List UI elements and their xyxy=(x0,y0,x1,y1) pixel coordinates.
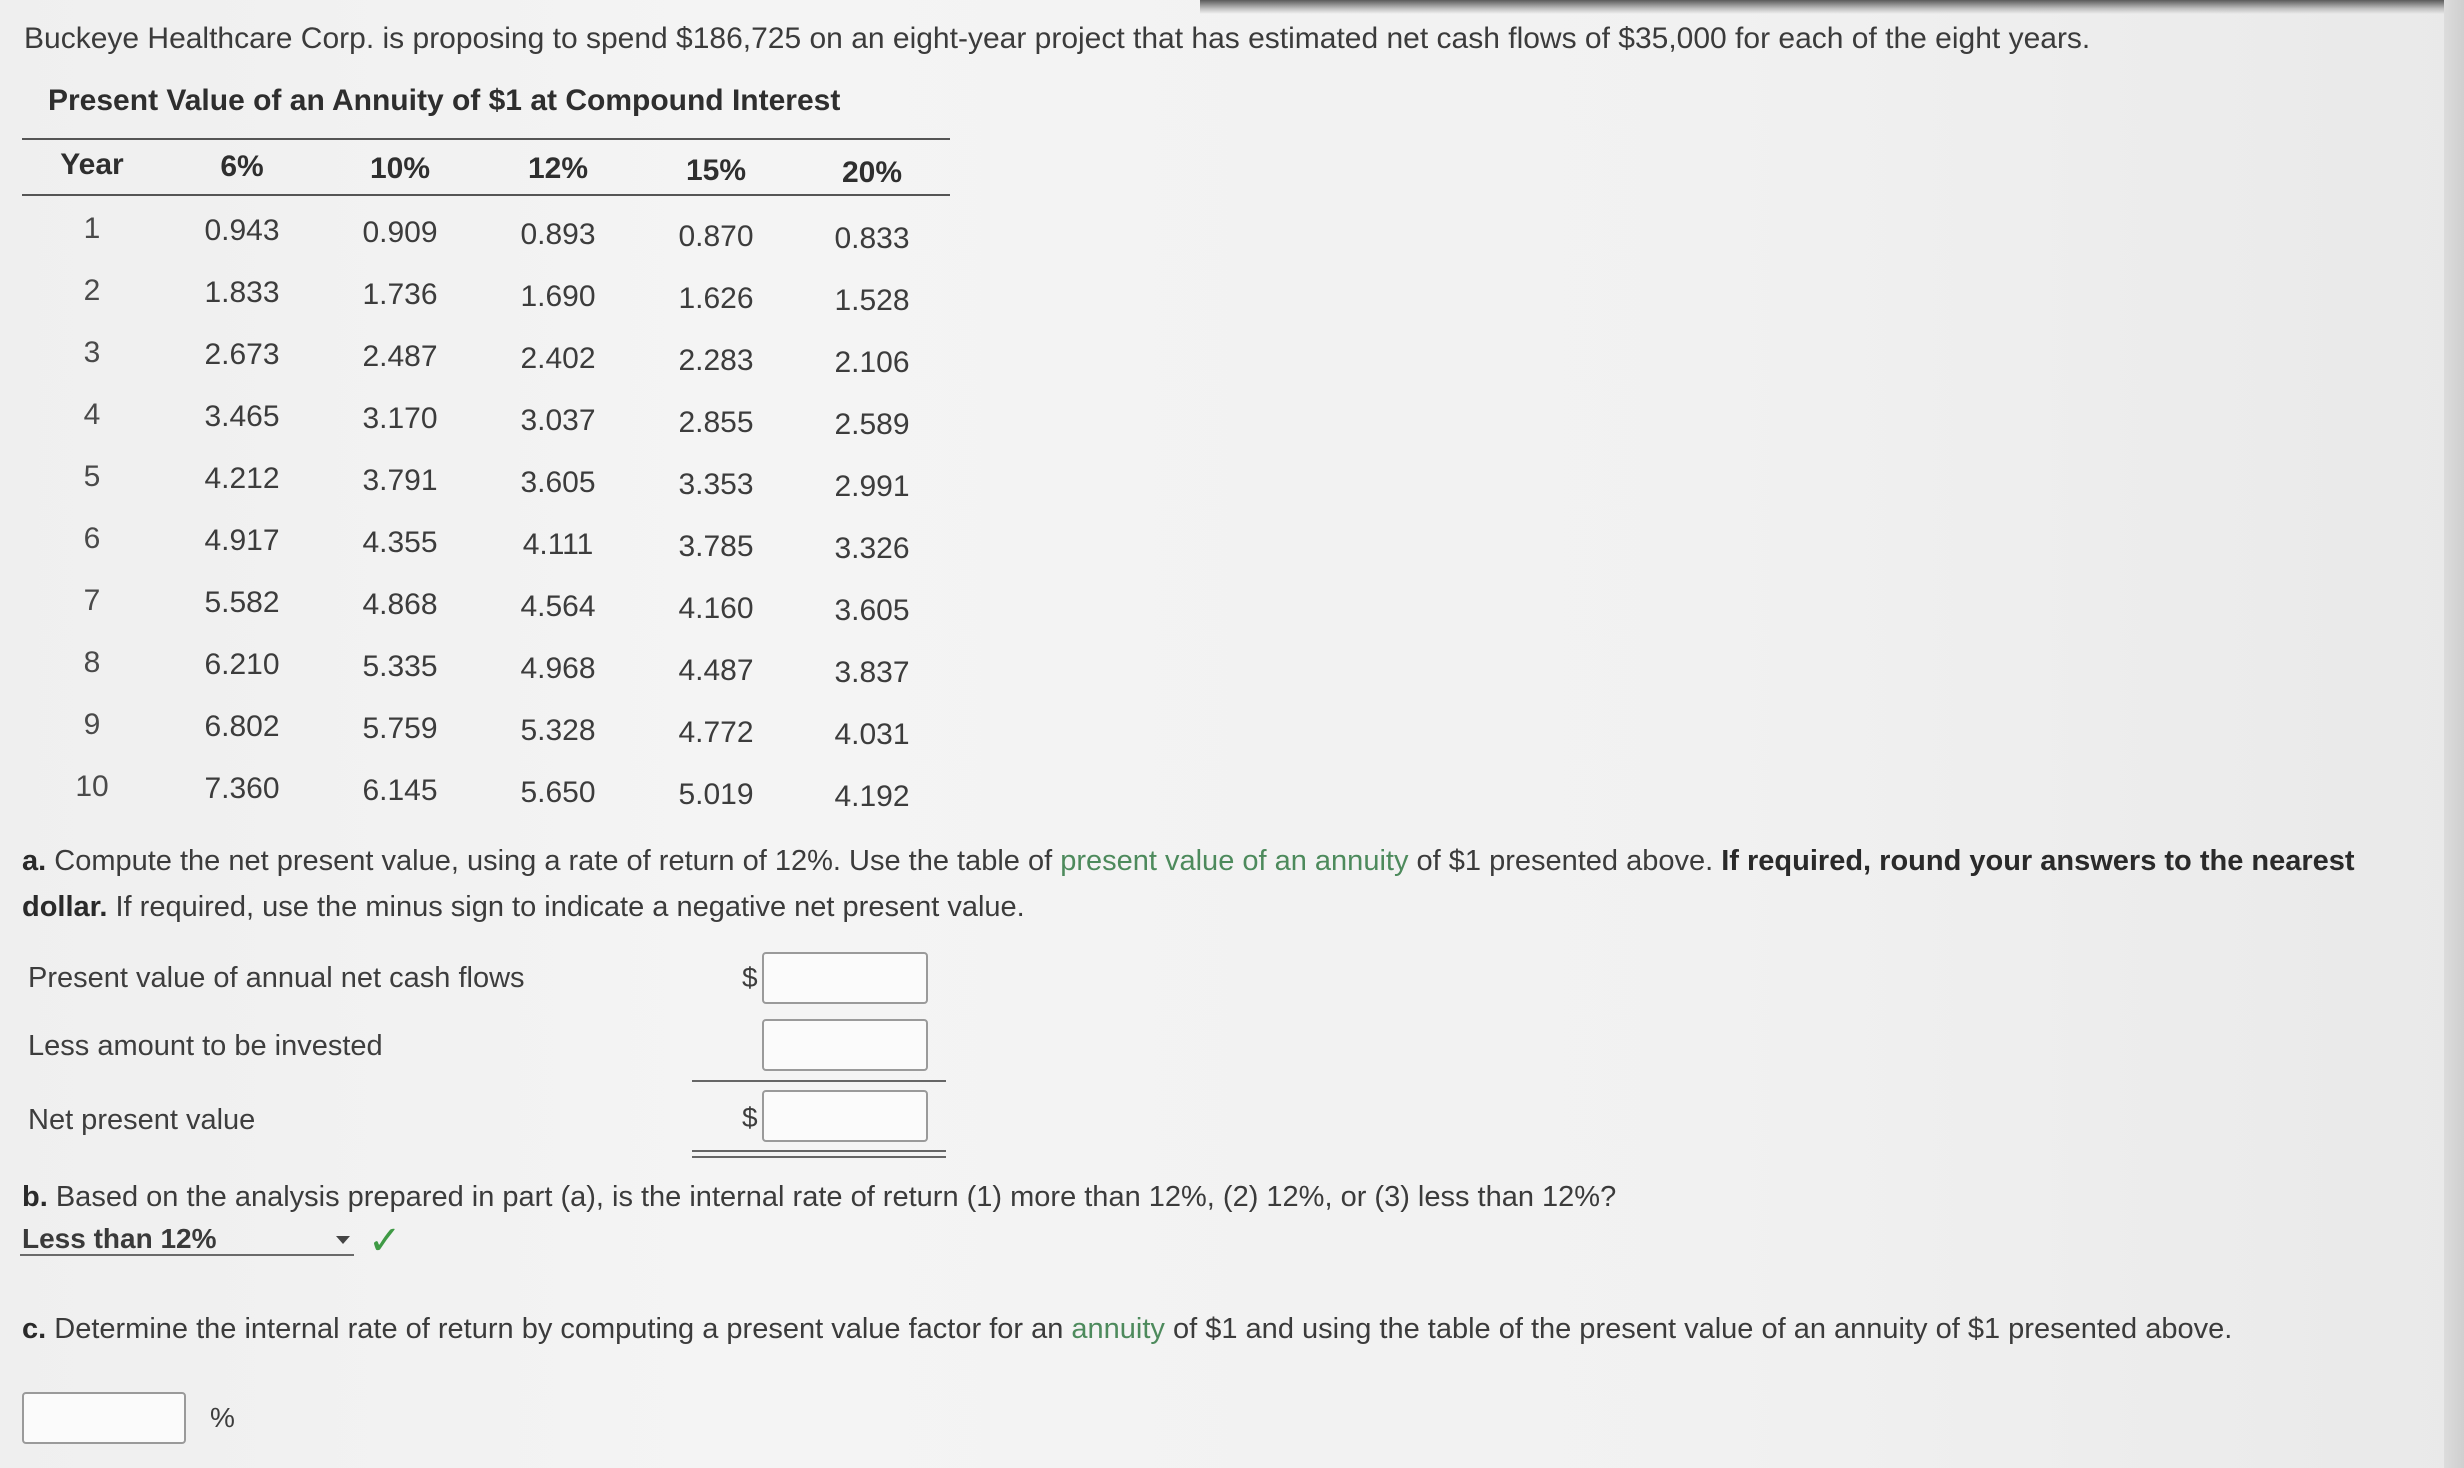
factor-cell: 4.564 xyxy=(520,590,596,623)
part-a-bold-instruction: If required, round your answers to the nearest dollar. xyxy=(22,845,2355,923)
part-b-text: Based on the analysis prepared in part (a), is the internal rate of return (1) more than 12%, (2) 12%, or (3) less than 12%? xyxy=(55,1181,1617,1213)
part-a-text-3: If required, use the minus sign to indicate a negative net present value. xyxy=(115,891,1025,923)
part-c-text-2: of $1 and using the table of the present value of an annuity of $1 presented above. xyxy=(1173,1313,2233,1345)
year-cell: 7 xyxy=(83,584,101,617)
part-c-text-1: Determine the internal rate of return by computing a present value factor for an xyxy=(54,1313,1064,1345)
factor-cell: 1.690 xyxy=(520,280,596,313)
irr-input[interactable] xyxy=(22,1392,186,1444)
factor-cell: 5.328 xyxy=(520,714,596,747)
factor-cell: 0.893 xyxy=(520,218,596,251)
amount-invested-label: Less amount to be invested xyxy=(28,1030,383,1062)
column-header: 10% xyxy=(369,152,431,185)
percent-unit: % xyxy=(210,1402,235,1433)
factor-cell: 4.031 xyxy=(834,718,910,751)
factor-cell: 5.019 xyxy=(678,778,754,811)
factor-cell: 3.326 xyxy=(834,532,910,565)
factor-cell: 3.785 xyxy=(678,530,754,563)
amount-invested-input[interactable] xyxy=(762,1019,928,1071)
year-cell: 8 xyxy=(83,646,101,679)
factor-cell: 4.968 xyxy=(520,652,596,685)
factor-cell: 4.772 xyxy=(678,716,754,749)
factor-cell: 2.283 xyxy=(678,344,754,377)
npv-label: Net present value xyxy=(28,1104,256,1136)
factor-cell: 0.943 xyxy=(204,214,280,247)
factor-cell: 1.626 xyxy=(678,282,754,315)
double-rule-top xyxy=(692,1150,946,1152)
year-cell: 5 xyxy=(83,460,101,493)
irr-comparison-select[interactable] xyxy=(20,1222,354,1256)
part-b-question xyxy=(22,1174,2422,1220)
factor-cell: 2.402 xyxy=(520,342,596,375)
factor-cell: 1.528 xyxy=(834,284,910,317)
factor-cell: 5.335 xyxy=(362,650,438,683)
factor-cell: 4.487 xyxy=(678,654,754,687)
subtotal-rule xyxy=(692,1080,946,1082)
factor-cell: 4.111 xyxy=(522,528,594,561)
npv-dollar-sign: $ xyxy=(742,1102,758,1133)
factor-cell: 5.582 xyxy=(204,586,280,619)
table-top-rule xyxy=(22,138,950,140)
factor-cell: 5.759 xyxy=(362,712,438,745)
factor-cell: 6.210 xyxy=(204,648,280,681)
year-cell: 10 xyxy=(75,770,109,803)
part-b-label: b. xyxy=(22,1181,48,1213)
column-header: 15% xyxy=(685,154,747,187)
factor-cell: 0.909 xyxy=(362,216,438,249)
column-header: 12% xyxy=(527,152,589,185)
part-a-question xyxy=(22,838,2422,930)
pv-cash-flows-label: Present value of annual net cash flows xyxy=(28,962,525,994)
column-header: 20% xyxy=(841,156,903,189)
part-c-label: c. xyxy=(22,1313,47,1345)
annuity-table-title: Present Value of an Annuity of $1 at Compound Interest xyxy=(48,84,841,117)
factor-cell: 2.673 xyxy=(204,338,280,371)
factor-cell: 2.106 xyxy=(834,346,910,379)
factor-cell: 4.917 xyxy=(204,524,280,557)
chevron-down-icon xyxy=(336,1236,350,1244)
factor-cell: 1.736 xyxy=(362,278,438,311)
year-cell: 2 xyxy=(83,274,101,307)
right-edge xyxy=(2444,0,2464,1468)
factor-cell: 0.833 xyxy=(834,222,910,255)
part-a-text-1: Compute the net present value, using a rate of return of 12%. Use the table of xyxy=(54,845,1053,877)
npv-input[interactable] xyxy=(762,1090,928,1142)
factor-cell: 6.145 xyxy=(362,774,438,807)
year-cell: 4 xyxy=(83,398,101,431)
factor-cell: 2.991 xyxy=(834,470,910,503)
factor-cell: 2.855 xyxy=(678,406,754,439)
annuity-link[interactable]: annuity xyxy=(1071,1313,1165,1345)
factor-cell: 4.868 xyxy=(362,588,438,621)
factor-cell: 3.465 xyxy=(204,400,280,433)
factor-cell: 3.791 xyxy=(362,464,438,497)
factor-cell: 3.037 xyxy=(520,404,596,437)
factor-cell: 0.870 xyxy=(678,220,754,253)
year-cell: 3 xyxy=(83,336,101,369)
pv-dollar-sign: $ xyxy=(742,962,758,993)
year-cell: 1 xyxy=(83,212,101,245)
factor-cell: 3.605 xyxy=(834,594,910,627)
part-c-question xyxy=(22,1306,2382,1352)
factor-cell: 7.360 xyxy=(204,772,280,805)
factor-cell: 4.212 xyxy=(204,462,280,495)
factor-cell: 6.802 xyxy=(204,710,280,743)
irr-select-value: Less than 12% xyxy=(22,1223,217,1254)
factor-cell: 5.650 xyxy=(520,776,596,809)
double-rule-bottom xyxy=(692,1156,946,1158)
year-cell: 9 xyxy=(83,708,101,741)
factor-cell: 2.589 xyxy=(834,408,910,441)
column-header: 6% xyxy=(220,150,264,183)
factor-cell: 3.605 xyxy=(520,466,596,499)
pv-annuity-link[interactable]: present value of an annuity xyxy=(1060,845,1409,877)
factor-cell: 2.487 xyxy=(362,340,438,373)
factor-cell: 4.160 xyxy=(678,592,754,625)
pv-cash-flows-input[interactable] xyxy=(762,952,928,1004)
top-shadow xyxy=(1200,0,2464,14)
factor-cell: 4.355 xyxy=(362,526,438,559)
factor-cell: 4.192 xyxy=(834,780,910,813)
problem-intro: Buckeye Healthcare Corp. is proposing to spend $186,725 on an eight-year project that has estimated net cash flows of $35,000 for each of the eight years. xyxy=(24,22,2091,55)
column-header: Year xyxy=(60,148,124,181)
factor-cell: 3.837 xyxy=(834,656,910,689)
year-cell: 6 xyxy=(83,522,101,555)
part-a-text-2: of $1 presented above. xyxy=(1416,845,1714,877)
checkmark-icon: ✓ xyxy=(368,1219,402,1263)
factor-cell: 3.353 xyxy=(678,468,754,501)
part-a-label: a. xyxy=(22,845,47,877)
factor-cell: 1.833 xyxy=(204,276,280,309)
factor-cell: 3.170 xyxy=(362,402,438,435)
table-header-rule xyxy=(22,194,950,196)
